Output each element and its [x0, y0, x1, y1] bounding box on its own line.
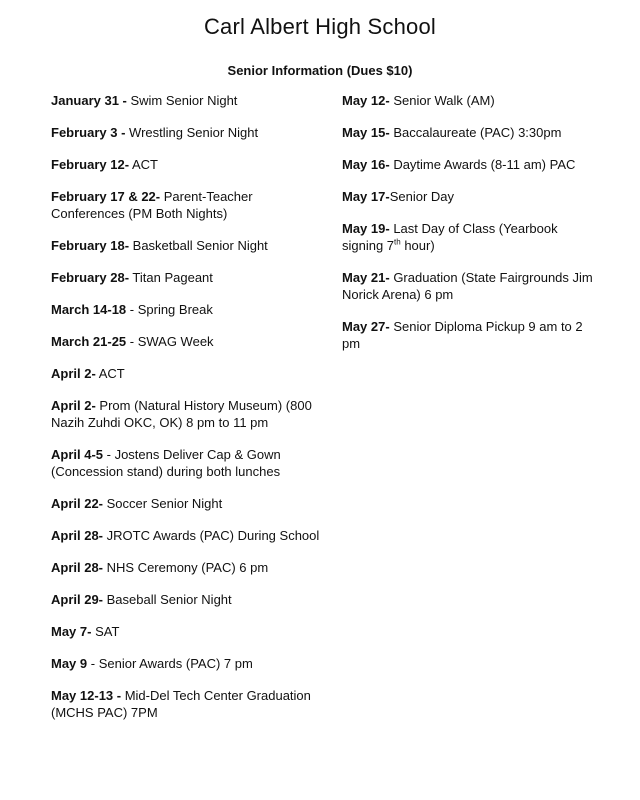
event-text: - Jostens Deliver Cap & Gown (Concession stand) during both lunches	[51, 447, 281, 479]
event-date: April 28-	[51, 528, 104, 543]
event-date: May 19-	[342, 221, 390, 236]
event-text: Soccer Senior Night	[103, 496, 223, 511]
event-text: Baseball Senior Night	[103, 592, 232, 607]
event-text: Daytime Awards (8-11 am) PAC	[389, 157, 576, 172]
event-item	[51, 124, 321, 141]
event-text: Baccalaureate (PAC) 3:30pm	[389, 125, 562, 140]
event-date: April 28-	[51, 560, 104, 575]
event-date: April 2-	[51, 366, 96, 381]
page-title: Carl Albert High School	[203, 14, 437, 39]
event-date: February 18-	[51, 238, 130, 253]
event-item	[342, 269, 602, 303]
event-text: Last Day of Class (Yearbook signing 7	[342, 221, 558, 253]
event-date: February 17 & 22-	[51, 189, 161, 204]
event-item	[51, 655, 321, 672]
event-item	[342, 92, 602, 109]
event-date: May 17-	[342, 189, 390, 204]
event-date: April 2-	[51, 398, 96, 413]
event-text: Senior Diploma Pickup 9 am to 2 pm	[342, 319, 583, 351]
event-text: SAT	[91, 624, 120, 639]
event-date: May 21-	[342, 270, 390, 285]
event-item	[342, 156, 602, 173]
event-date: March 14-18	[51, 302, 127, 317]
event-text: NHS Ceremony (PAC) 6 pm	[103, 560, 269, 575]
event-item	[342, 220, 602, 254]
event-item	[51, 559, 321, 576]
event-text: - Senior Awards (PAC) 7 pm	[87, 656, 253, 671]
event-item	[51, 156, 321, 173]
left-column	[51, 92, 321, 736]
right-column	[342, 92, 602, 367]
event-date: May 12-	[342, 93, 390, 108]
event-date: April 4-5	[51, 447, 104, 462]
event-text-end: hour)	[400, 238, 435, 253]
event-item	[51, 397, 321, 431]
event-item	[51, 591, 321, 608]
event-date: April 29-	[51, 592, 104, 607]
event-item	[51, 365, 321, 382]
event-date: March 21-25	[51, 334, 127, 349]
event-text: Titan Pageant	[129, 270, 213, 285]
event-date: January 31 -	[51, 93, 127, 108]
event-text: Mid-Del Tech Center Graduation (MCHS PAC) 7PM	[51, 688, 311, 720]
event-text: Parent-Teacher Conferences (PM Both Nights)	[51, 189, 253, 221]
ordinal-suffix: th	[394, 237, 401, 247]
event-item	[51, 237, 321, 254]
event-date: May 9	[51, 656, 88, 671]
event-text: Prom (Natural History Museum) (800 Nazih Zuhdi OKC, OK) 8 pm to 11 pm	[51, 398, 312, 430]
event-item	[51, 623, 321, 640]
event-text: - SWAG Week	[126, 334, 214, 349]
event-item	[342, 124, 602, 141]
event-date: May 27-	[342, 319, 390, 334]
event-item	[51, 527, 321, 544]
event-text: ACT	[95, 366, 125, 381]
event-text: Swim Senior Night	[126, 93, 238, 108]
event-date: May 12-13 -	[51, 688, 122, 703]
event-item	[51, 92, 321, 109]
event-text: Basketball Senior Night	[129, 238, 268, 253]
event-date: May 15-	[342, 125, 390, 140]
event-item	[342, 318, 602, 352]
event-item	[51, 495, 321, 512]
event-date: April 22-	[51, 496, 104, 511]
event-item	[51, 446, 321, 480]
event-item	[51, 333, 321, 350]
event-text: Senior Day	[389, 189, 455, 204]
event-text: Graduation (State Fairgrounds Jim Norick Arena) 6 pm	[342, 270, 593, 302]
event-date: February 3 -	[51, 125, 126, 140]
event-item	[51, 687, 321, 721]
event-text: ACT	[129, 157, 158, 172]
event-item	[51, 269, 321, 286]
event-text: JROTC Awards (PAC) During School	[103, 528, 320, 543]
event-item	[342, 188, 602, 205]
event-date: February 12-	[51, 157, 130, 172]
event-text: - Spring Break	[126, 302, 213, 317]
event-text: Senior Walk (AM)	[389, 93, 495, 108]
event-text: Wrestling Senior Night	[125, 125, 259, 140]
event-date: May 16-	[342, 157, 390, 172]
page-subtitle: Senior Information (Dues $10)	[227, 63, 413, 78]
event-item	[51, 188, 321, 222]
event-date: February 28-	[51, 270, 130, 285]
event-item	[51, 301, 321, 318]
event-date: May 7-	[51, 624, 92, 639]
